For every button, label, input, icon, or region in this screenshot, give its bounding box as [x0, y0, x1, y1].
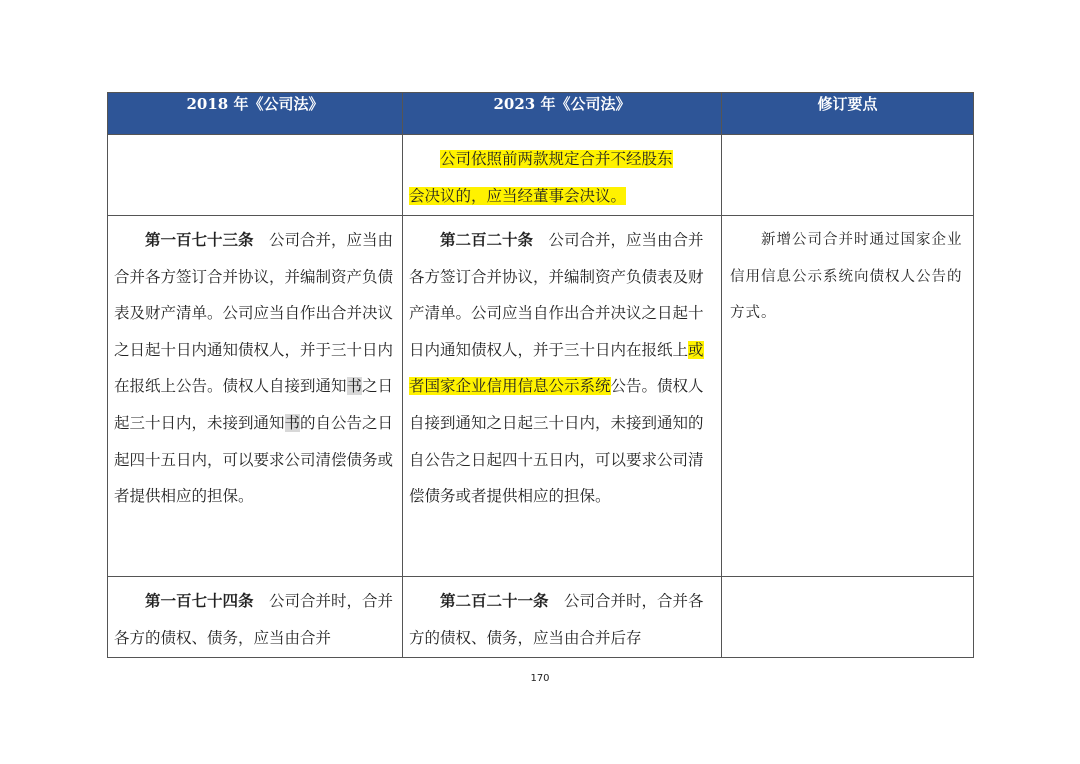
cell-2023	[403, 216, 722, 577]
page-number: 170	[530, 673, 550, 684]
table-header-row	[108, 93, 974, 135]
cell-2023	[403, 577, 722, 658]
law-comparison-table	[107, 92, 974, 658]
cell-revision	[722, 216, 974, 577]
cell-2023	[403, 135, 722, 216]
gray-marked-text: 书	[284, 413, 301, 432]
revision-note: 新增公司合并时通过国家企业信用信息公示系统向债权人公告的方式。	[730, 232, 963, 322]
table-row	[108, 216, 974, 577]
cell-2018	[108, 577, 403, 658]
article-text: 公告。债权人自接到通知之日起三十日内，未接到通知的自公告之日起四十五日内，可以要求公司清偿债务或者提供相应的担保。	[409, 377, 704, 506]
cell-2018	[108, 135, 403, 216]
article-number: 第二百二十一条	[440, 591, 549, 610]
cell-revision	[722, 577, 974, 658]
table-row	[108, 135, 974, 216]
article-text: 之日起三十日内，未接到通知	[114, 377, 394, 432]
article-number: 第一百七十三条	[145, 230, 254, 249]
article-number: 第二百二十条	[440, 230, 534, 249]
article-text: 的自公告之日起四十五日内，可以要求公司清偿债务或者提供相应的担保。	[114, 413, 394, 506]
gray-marked-text: 书	[346, 377, 363, 396]
article-text: 公司合并时，合并各方的债权、债务，应当由合并	[114, 592, 394, 647]
cell-2018	[108, 216, 403, 577]
article-text: 公司合并，应当由合并各方签订合并协议，并编制资产负债表及财产清单。公司应当自作出合并决议之日起十日内通知债权人，并于三十日内在报纸上公告。债权人自接到通知	[114, 231, 394, 396]
highlighted-text: 或者国家企业信用信息公示系统	[409, 340, 704, 396]
table-row	[108, 577, 974, 658]
article-number: 第一百七十四条	[145, 591, 254, 610]
header-revision-points: 修订要点	[722, 93, 974, 135]
header-2023-company-law: 2023 年《公司法》	[403, 93, 722, 135]
highlighted-text: 公司依照前两款规定合并不经股东	[440, 150, 673, 168]
highlighted-text: 会决议的，应当经董事会决议。	[409, 186, 627, 205]
article-text: 公司合并时，合并各方的债权、债务，应当由合并后存	[409, 592, 704, 647]
article-text: 公司合并，应当由合并各方签订合并协议，并编制资产负债表及财产清单。公司应当自作出合并决议之日起十日内通知债权人，并于三十日内在报纸上	[409, 231, 704, 359]
cell-revision	[722, 135, 974, 216]
header-2018-company-law: 2018 年《公司法》	[108, 93, 403, 135]
